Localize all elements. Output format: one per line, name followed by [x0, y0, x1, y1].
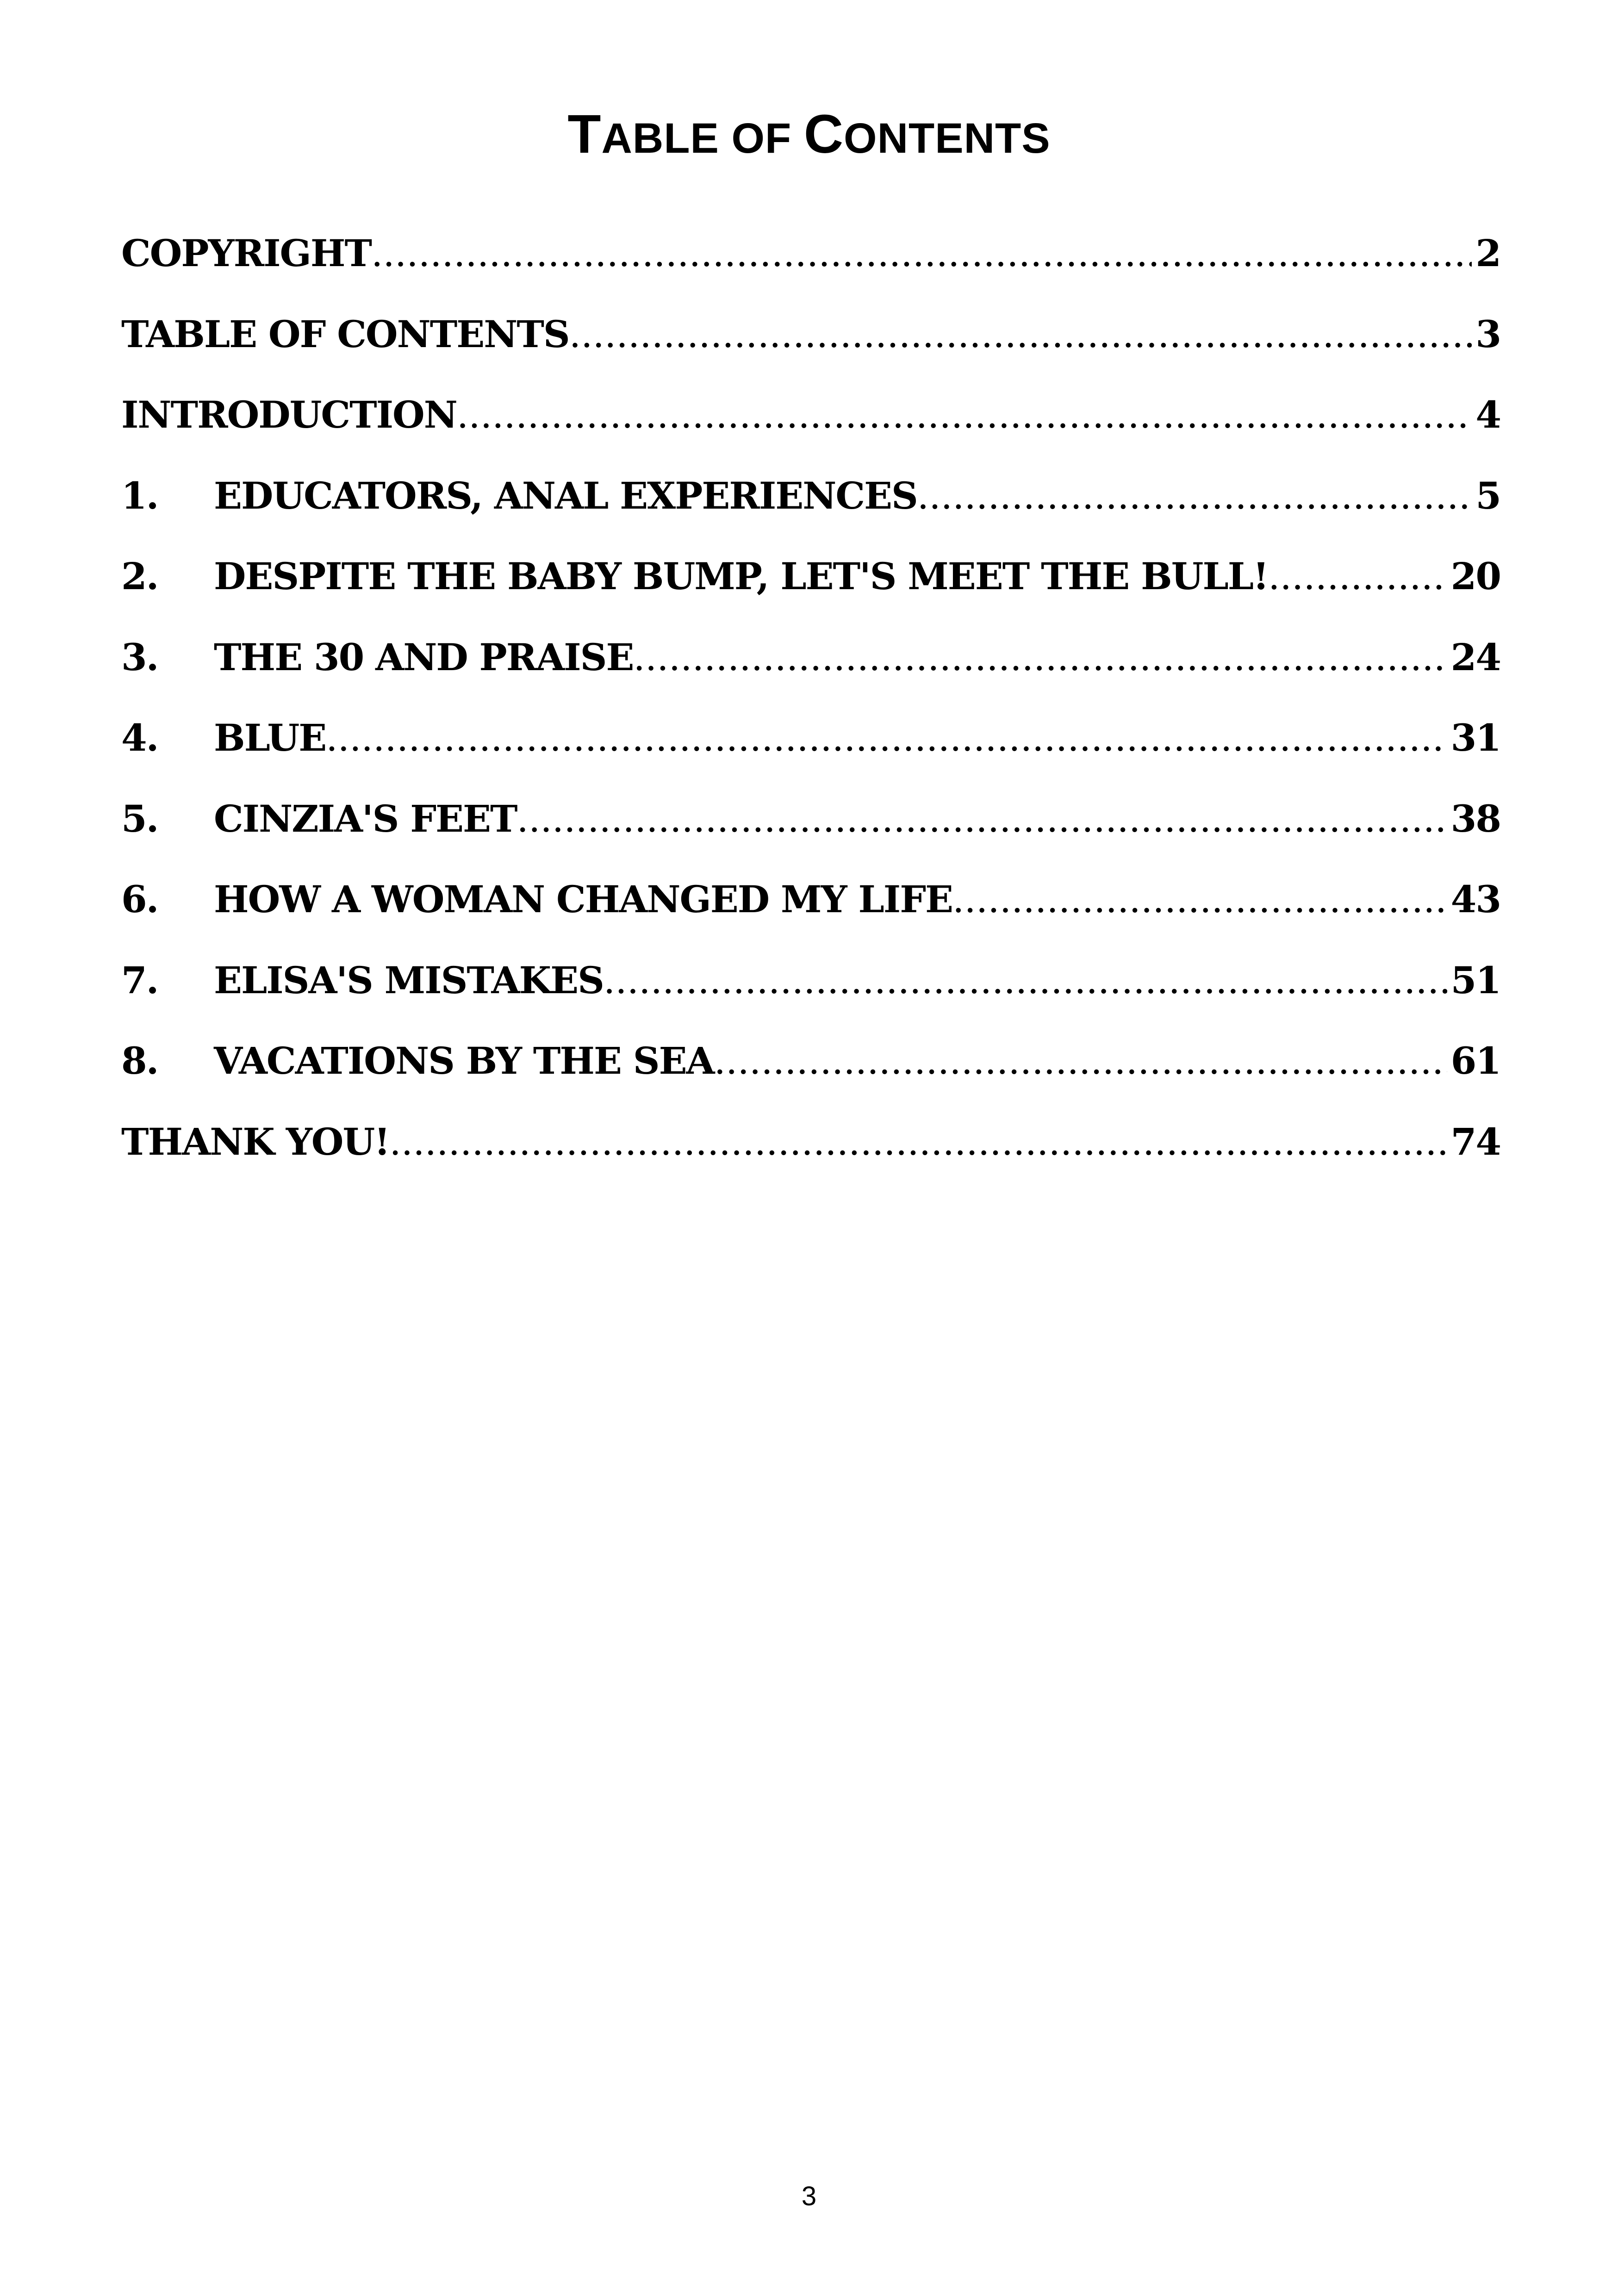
- toc-entry-label: EDUCATORS, ANAL EXPERIENCES: [214, 473, 917, 517]
- toc-entry-table-of-contents[interactable]: [121, 312, 1500, 393]
- toc-entry-chapter-7[interactable]: [121, 958, 1500, 1039]
- toc-entry-label: INTRODUCTION: [121, 393, 457, 436]
- dot-leader: [714, 1039, 1447, 1083]
- toc-entry-page: 38: [1450, 796, 1500, 840]
- toc-entry-chapter-2[interactable]: [121, 554, 1500, 635]
- toc-entry-chapter-4[interactable]: [121, 716, 1500, 797]
- dot-leader: [604, 959, 1447, 1002]
- toc-entry-page: 2: [1475, 231, 1500, 275]
- dot-leader: [1268, 555, 1447, 598]
- page-title: [0, 104, 1618, 165]
- toc-entry-page: 31: [1450, 716, 1500, 759]
- toc-entry-chapter-5[interactable]: [121, 797, 1500, 878]
- dot-leader: [371, 232, 1472, 275]
- toc-entry-label: BLUE: [214, 716, 326, 759]
- toc-entry-chapter-1[interactable]: [121, 474, 1500, 555]
- toc-entry-label: DESPITE THE BABY BUMP, LET'S MEET THE BULL!: [214, 554, 1269, 598]
- toc-entry-number: 4.: [121, 716, 158, 759]
- toc-entry-number: 8.: [121, 1039, 158, 1083]
- page-number: 3: [801, 2181, 817, 2211]
- dot-leader: [389, 1120, 1447, 1164]
- title-second-cap: C: [803, 104, 844, 165]
- toc-entry-page: 20: [1450, 554, 1500, 598]
- toc-entry-page: 4: [1475, 393, 1500, 436]
- title-second-rest: ONTENTS: [844, 115, 1051, 162]
- toc-entry-chapter-8[interactable]: [121, 1039, 1500, 1120]
- toc-entry-copyright[interactable]: [121, 231, 1500, 312]
- table-of-contents: [121, 231, 1500, 1201]
- toc-entry-label: ELISA'S MISTAKES: [214, 958, 604, 1002]
- dot-leader: [952, 878, 1447, 921]
- toc-entry-number: 5.: [121, 796, 158, 840]
- toc-entry-thank-you[interactable]: [121, 1120, 1500, 1201]
- toc-entry-chapter-3[interactable]: [121, 635, 1500, 716]
- dot-leader: [457, 393, 1472, 436]
- title-first-rest: ABLE OF: [601, 115, 804, 162]
- toc-entry-page: 43: [1450, 877, 1500, 921]
- toc-entry-page: 61: [1450, 1039, 1500, 1083]
- toc-entry-chapter-6[interactable]: [121, 877, 1500, 958]
- toc-entry-number: 2.: [121, 554, 158, 598]
- toc-entry-page: 74: [1450, 1120, 1500, 1164]
- dot-leader: [517, 797, 1447, 840]
- toc-entry-page: 5: [1475, 473, 1500, 517]
- toc-entry-number: 3.: [121, 635, 158, 679]
- toc-entry-introduction[interactable]: [121, 393, 1500, 474]
- toc-entry-number: 6.: [121, 877, 158, 921]
- toc-entry-label: HOW A WOMAN CHANGED MY LIFE: [214, 877, 952, 921]
- toc-entry-label: COPYRIGHT: [121, 231, 371, 275]
- toc-entry-page: 3: [1475, 312, 1500, 356]
- dot-leader: [917, 474, 1472, 517]
- toc-entry-page: 24: [1450, 635, 1500, 679]
- toc-entry-number: 1.: [121, 473, 158, 517]
- toc-entry-label: CINZIA'S FEET: [214, 796, 517, 840]
- toc-entry-label: VACATIONS BY THE SEA: [214, 1039, 714, 1083]
- toc-entry-page: 51: [1450, 958, 1500, 1002]
- dot-leader: [633, 636, 1447, 679]
- dot-leader: [326, 716, 1447, 759]
- toc-entry-label: THE 30 AND PRAISE: [214, 635, 634, 679]
- dot-leader: [569, 313, 1472, 356]
- title-first-cap: T: [567, 104, 602, 165]
- toc-entry-number: 7.: [121, 958, 158, 1002]
- toc-entry-label: TABLE OF CONTENTS: [121, 312, 569, 356]
- toc-entry-label: THANK YOU!: [121, 1120, 390, 1164]
